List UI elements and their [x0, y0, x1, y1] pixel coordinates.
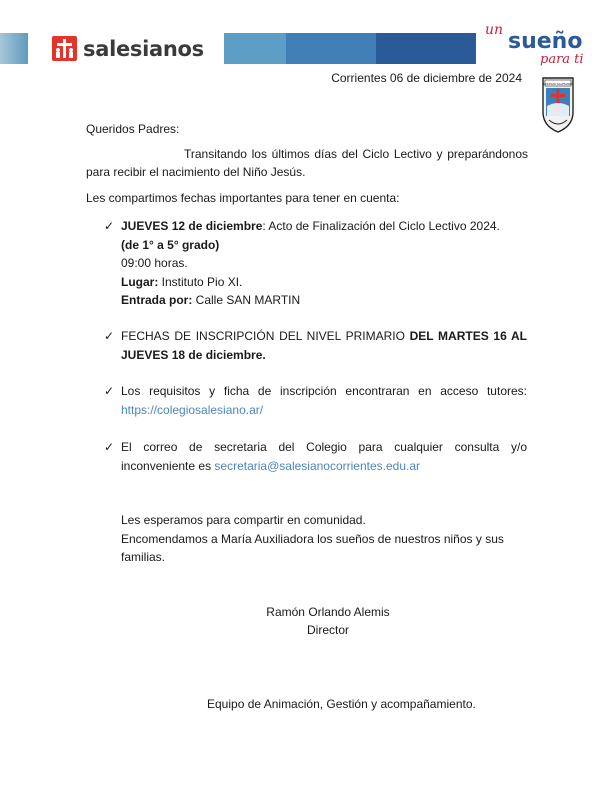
list-item-4 — [121, 438, 527, 475]
item1-place-label: Lugar: — [121, 274, 159, 289]
item2-bold: DEL MARTES 16 AL JUEVES 18 de diciembre. — [121, 329, 527, 362]
list-item-1 — [121, 217, 531, 310]
header-band-2 — [286, 33, 376, 64]
brand-name: salesianos — [83, 36, 204, 61]
school-crest-icon — [541, 76, 575, 134]
signature-role: Director — [306, 623, 349, 637]
item1-lead: JUEVES 12 de diciembre — [121, 219, 263, 233]
item1-place-value: Instituto Pio XI. — [158, 274, 243, 289]
slogan-sueno: sueño — [508, 29, 583, 54]
item1-grade: (de 1° a 5° grado) — [121, 237, 220, 252]
closing-line-2: Encomendamos a María Auxiliadora los sueños de nuestros niños y sus familias. — [121, 531, 504, 564]
header-band-3 — [376, 33, 476, 64]
item1-entry-value: Calle SAN MARTIN — [192, 293, 301, 307]
salesianos-logo — [52, 36, 204, 61]
item3-text: Los requisitos y ficha de inscripción encontraran en acceso tutores: — [121, 384, 527, 398]
shares-line: Les compartimos fechas importantes para tener en cuenta: — [86, 191, 400, 205]
checkmark-icon: ✓ — [104, 329, 115, 343]
item4-text: El correo de secretaria del Colegio para cualquier consulta y/o inconveniente es — [121, 440, 527, 473]
checkmark-icon: ✓ — [104, 219, 115, 233]
salesianos-logo-icon — [52, 36, 77, 61]
signature-block — [228, 603, 428, 639]
header-band-left — [0, 33, 28, 64]
item1-entry-label: Entrada por: — [121, 293, 193, 307]
item2-text: FECHAS DE INSCRIPCIÓN DEL NIVEL PRIMARIO — [121, 329, 410, 343]
team-line: Equipo de Animación, Gestión y acompañamiento. — [207, 697, 476, 711]
closing-line-1: Les esperamos para compartir en comunidad. — [121, 513, 366, 527]
crest-text: COLEGIO SALESIANO — [543, 82, 573, 86]
closing-block — [121, 511, 536, 567]
list-item-3 — [121, 382, 527, 419]
intro-paragraph: Transitando los últimos días del Ciclo Lectivo y preparándonos para recibir el nacimiento del Niño Jesús. — [86, 147, 528, 179]
slogan-logo — [480, 18, 612, 68]
checkmark-icon: ✓ — [104, 440, 115, 454]
email-link[interactable]: secretaria@salesianocorrientes.edu.ar — [214, 458, 421, 473]
slogan-para-ti: para ti — [540, 52, 584, 67]
list-item-2 — [121, 327, 527, 364]
letter-date: Corrientes 06 de diciembre de 2024 — [331, 71, 522, 85]
header-band-1 — [224, 33, 286, 64]
greeting: Queridos Padres: — [86, 122, 180, 136]
slogan-un: un — [485, 22, 504, 38]
website-link[interactable]: https://colegiosalesiano.ar/ — [121, 402, 264, 417]
signature-name: Ramón Orlando Alemis — [266, 605, 390, 619]
item1-time: 09:00 horas. — [121, 256, 188, 270]
checkmark-icon: ✓ — [104, 384, 115, 398]
item1-rest: : Acto de Finalización del Ciclo Lectivo 2024. — [262, 219, 500, 233]
